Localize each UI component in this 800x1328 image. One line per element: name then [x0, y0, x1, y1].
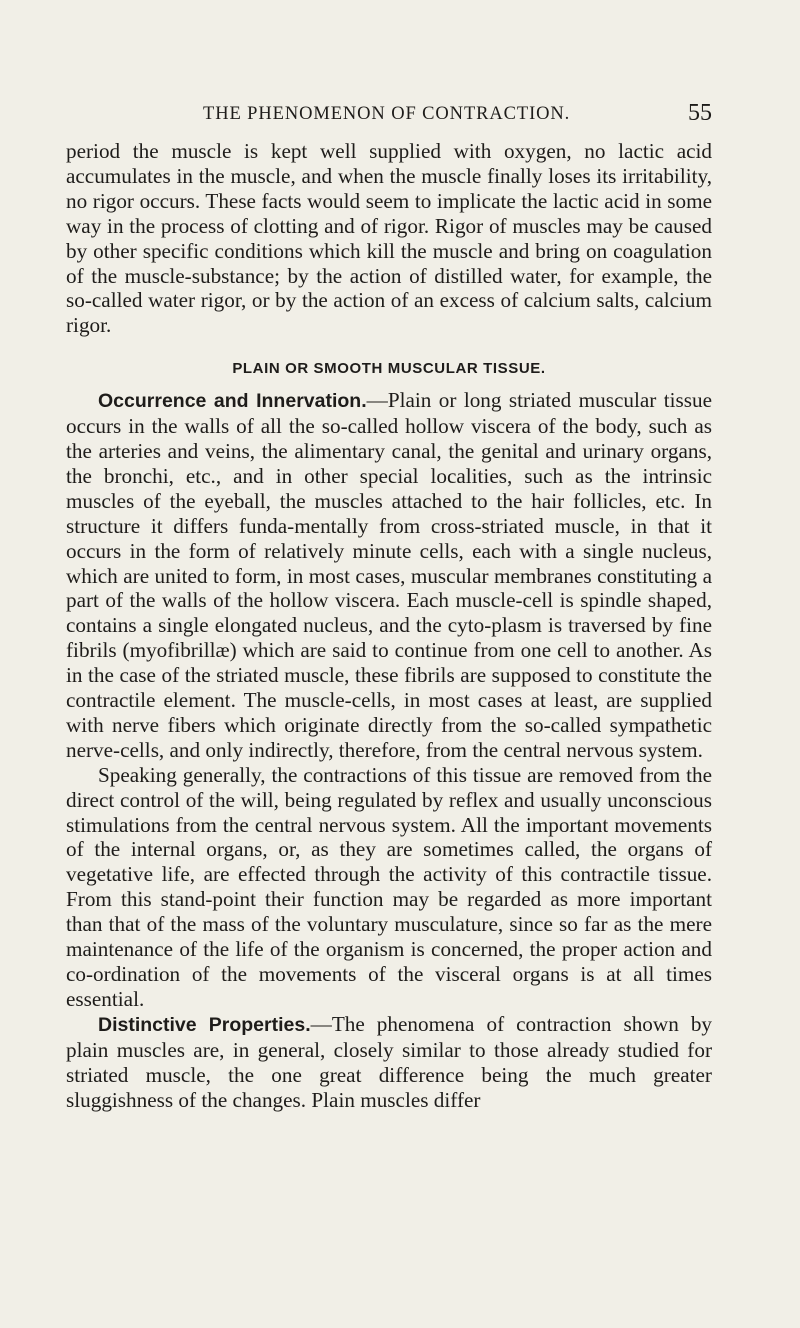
- running-head: [66, 100, 712, 126]
- paragraph-properties: [66, 1012, 712, 1113]
- paragraph-occurrence: [66, 388, 712, 763]
- paragraph-rigor: period the muscle is kept well supplied with oxygen, no lactic acid accumulates in the muscle, and when the muscle finally loses its irritability, no rigor occurs. These facts would seem to implicate the lactic acid in some way in the process of clotting and of rigor. Rigor of muscles may be caused by other specific conditions which kill the muscle and bring on coagulation of the muscle-substance; by the action of distilled water, for example, the so-called water rigor, or by the action of an excess of calcium salts, calcium rigor.: [66, 139, 712, 338]
- section-heading: PLAIN OR SMOOTH MUSCULAR TISSUE.: [232, 360, 546, 378]
- running-title: THE PHENOMENON OF CONTRACTION.: [203, 104, 571, 124]
- paragraph-occurrence-text: —Plain or long striated muscular tissue occurs in the walls of all the so-called hollow viscera of the body, such as the arteries and veins, the alimentary canal, the genital and urinary organs, the bronchi, etc., and in other special localities, such as the intrinsic muscles of the eyeball, the muscles attached to the hair follicles, etc. In structure it differs funda-mentally from cross-striated muscle, in that it occurs in the form of relatively minute cells, each with a single nucleus, which are united to form, in most cases, muscular membranes constituting a part of the walls of the hollow viscera. Each muscle-cell is spindle shaped, contains a single elongated nucleus, and the cyto-plasm is traversed by fine fibrils (myofibrillæ) which are said to continue from one cell to another. As in the case of the striated muscle, these fibrils are supposed to constitute the contractile element. The muscle-cells, in most cases at least, are supplied with nerve fibers which originate directly from the so-called sympathetic nerve-cells, and only indirectly, therefore, from the central nervous system.: [66, 388, 712, 762]
- body-text: [66, 139, 712, 1112]
- paragraph-properties-text: —The phenomena of contraction shown by plain muscles are, in general, closely similar to those already studied for striated muscle, the one great difference being the much greater sluggishness of the changes. Plain muscles differ: [66, 1011, 713, 1112]
- paragraph-contractions: Speaking generally, the contractions of this tissue are removed from the direct control of the will, being regulated by reflex and usually unconscious stimulations from the central nervous system. All the important movements of the internal organs, or, as they are sometimes called, the organs of vegetative life, are effected through the activity of this contractile tissue. From this stand-point their function may be regarded as more important than that of the mass of the voluntary musculature, since so far as the mere maintenance of the life of the organism is concerned, the proper action and co-ordination of the movements of the visceral organs is at all times essential.: [66, 762, 712, 1011]
- page-number: 55: [688, 100, 712, 126]
- run-in-heading-properties: Distinctive Properties.: [98, 1013, 311, 1036]
- run-in-heading-occurrence: Occurrence and Innervation.: [98, 390, 367, 413]
